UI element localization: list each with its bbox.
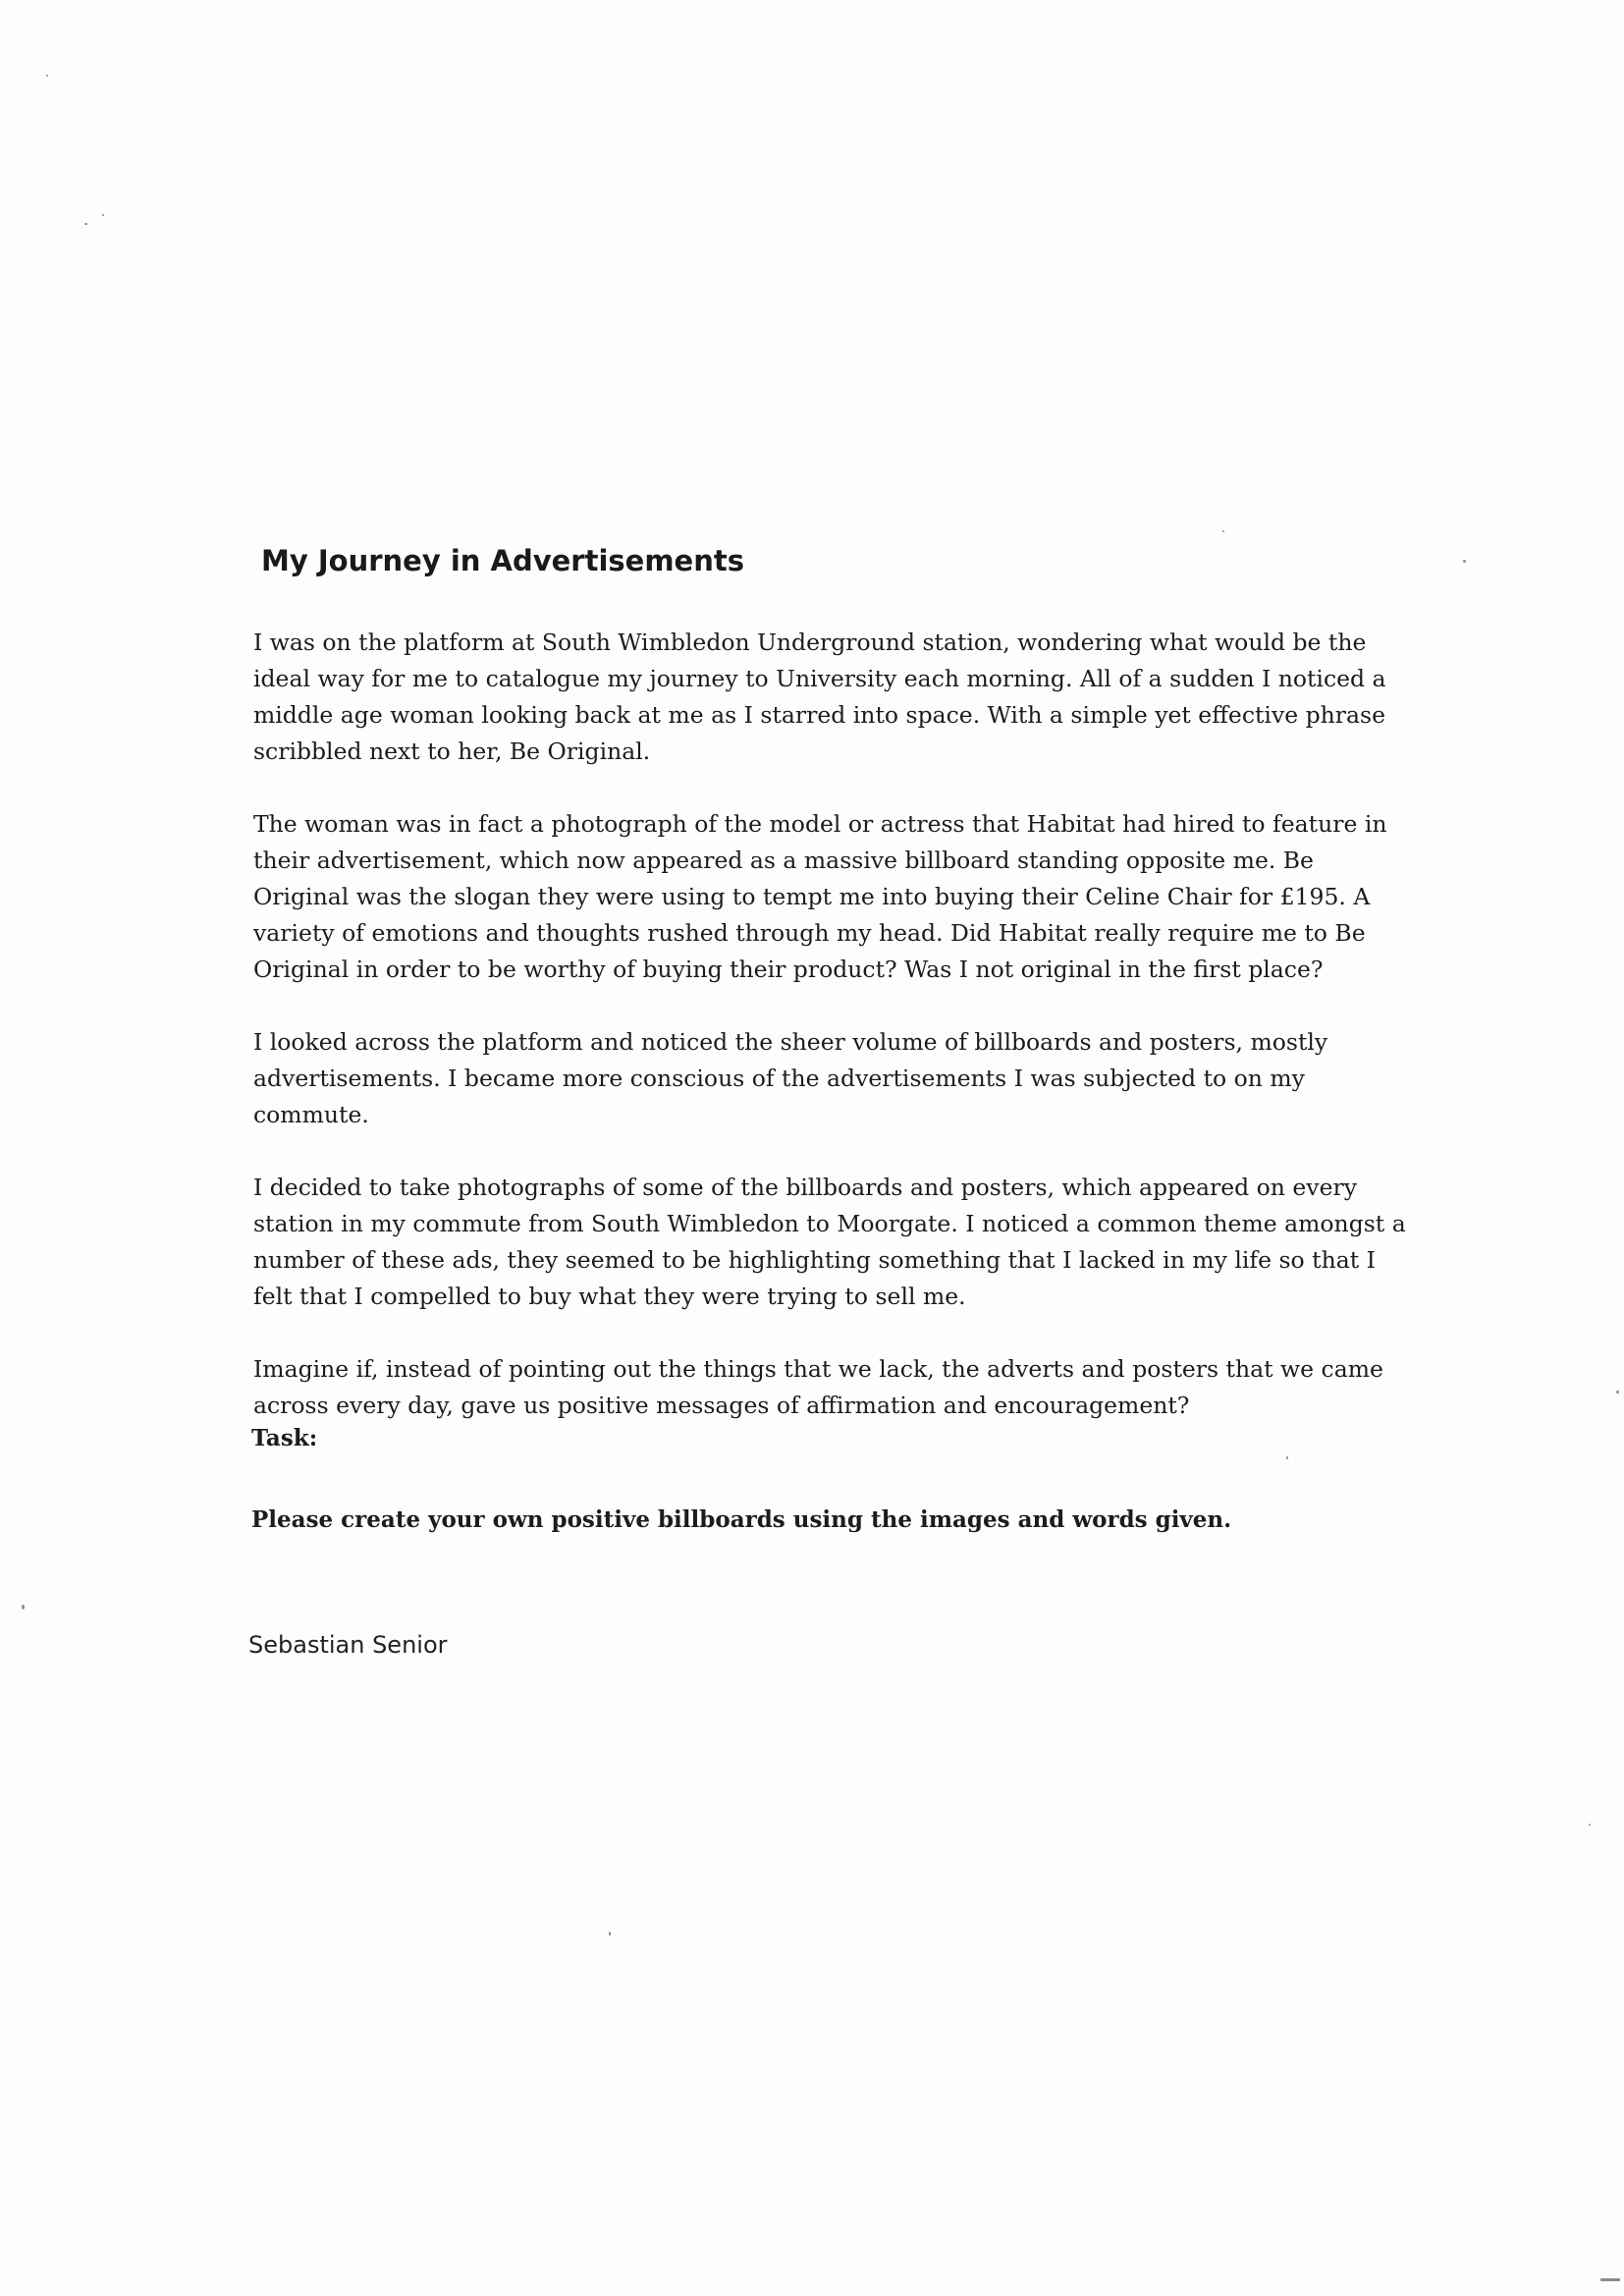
- scan-speck: [46, 75, 48, 77]
- document-body: [253, 625, 1412, 1460]
- paragraph: I decided to take photographs of some of the billboards and posters, which appeared on every station in my commute from South Wimbledon to Moorgate. I noticed a common theme amongst a number of these ads, they seemed to be highlighting something that I lacked in my life so that I felt that I compelled to buy what they were trying to sell me.: [253, 1174, 1406, 1310]
- scan-speck: [1600, 2278, 1620, 2281]
- task-instruction: Please create your own positive billboards using the images and words given.: [251, 1506, 1232, 1533]
- author-name: Sebastian Senior: [248, 1631, 448, 1659]
- scan-speck: [1589, 1824, 1591, 1826]
- scan-speck: [1463, 560, 1466, 563]
- scan-speck: [1222, 530, 1224, 532]
- paragraph: I looked across the platform and noticed the sheer volume of billboards and posters, mostly advertisements. I became more conscious of the advertisements I was subjected to on my commute.: [253, 1028, 1328, 1128]
- scan-speck: [1616, 1391, 1619, 1394]
- scan-speck: [22, 1605, 25, 1610]
- scan-speck: [102, 214, 104, 216]
- paragraph: The woman was in fact a photograph of the model or actress that Habitat had hired to feature in their advertisement, which now appeared as a massive billboard standing opposite me. Be Original was the slogan they were using to tempt me into buying their Celine Chair for £195. A variety of emotions and thoughts rushed through my head. Did Habitat really require me to Be Original in order to be worthy of buying their product? Was I not original in the first place?: [253, 810, 1387, 983]
- document-title: My Journey in Advertisements: [261, 544, 744, 577]
- paragraph: Imagine if, instead of pointing out the things that we lack, the adverts and posters that we came across every day, gave us positive messages of affirmation and encouragement?: [253, 1355, 1383, 1419]
- scan-speck: [609, 1932, 611, 1936]
- task-label: Task:: [251, 1425, 318, 1451]
- scan-speck: [84, 223, 87, 225]
- paragraph: I was on the platform at South Wimbledon Underground station, wondering what would be the ideal way for me to catalogue my journey to University each morning. All of a sudden I noticed a middle age woman looking back at me as I starred into space. With a simple yet effective phrase scribbled next to her, Be Original.: [253, 629, 1386, 765]
